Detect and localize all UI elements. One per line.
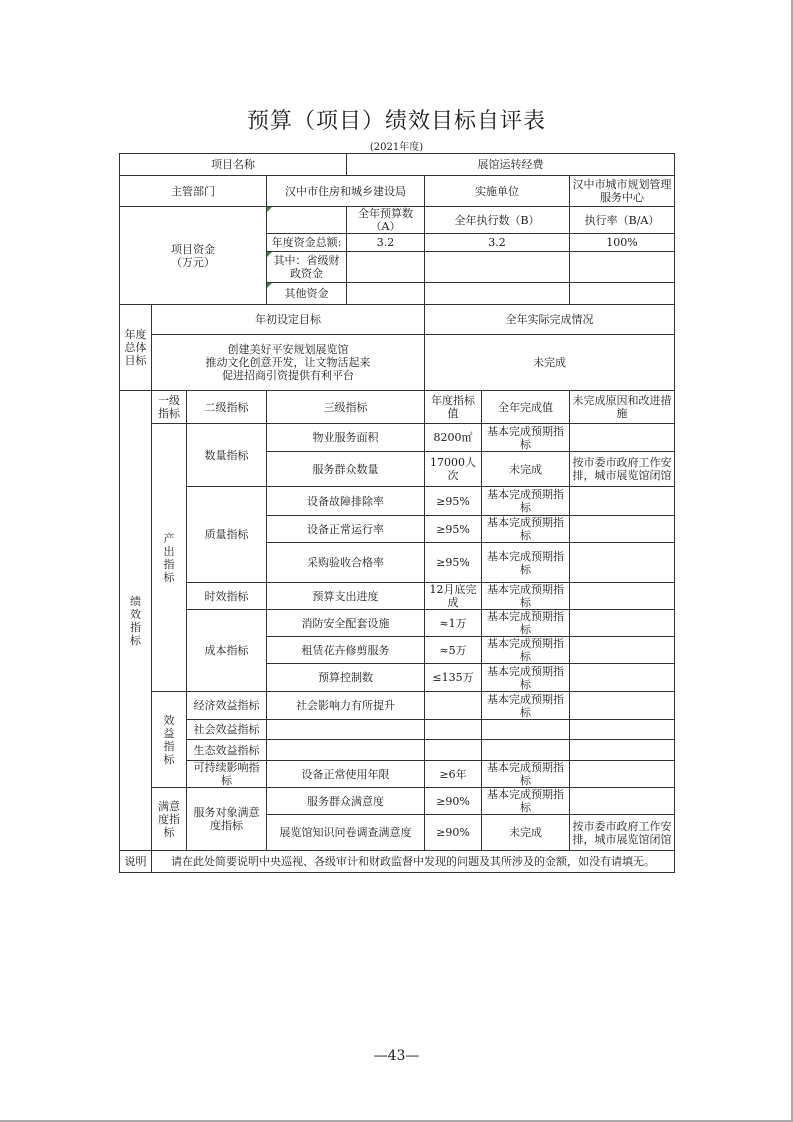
funds-blank-header [267,207,347,234]
indicator-name: 服务群众数量 [267,452,425,487]
other-budget [347,283,425,305]
indicator-target: ≈1万 [425,610,482,637]
funds-label [120,207,267,305]
note-text: 请在此处简要说明中央巡视、各级审计和财政监督中发现的问题及其所涉及的金额，如没有请填无。 [152,851,675,873]
econ-label: 经济效益指标 [187,692,267,720]
indicator-name: 展览馆知识问卷调查满意度 [267,815,425,851]
indicator-target [425,740,482,761]
goals-actual: 未完成 [425,335,675,391]
indicator-reason [570,583,675,610]
time-label: 时效指标 [187,583,267,610]
indicator-target: ≥6年 [425,761,482,788]
col-l3: 三级指标 [267,391,425,424]
funds-label-line2: （万元） [171,255,215,269]
indicator-actual: 基本完成预期指标 [482,583,570,610]
table-row [120,487,675,516]
note-label: 说明 [120,851,152,873]
indicator-target: ≥90% [425,815,482,851]
table-row [120,391,675,424]
indicator-actual: 基本完成预期指标 [482,543,570,583]
fiscal-year: (2021年度) [369,142,424,153]
indicator-actual: 基本完成预期指标 [482,637,570,664]
total-exec: 3.2 [425,234,570,252]
table-row [120,176,675,207]
total-budget: 3.2 [347,234,425,252]
project-name-label: 项目名称 [120,154,347,176]
quantity-label: 数量指标 [187,424,267,487]
indicator-actual: 基本完成预期指标 [482,664,570,692]
indicator-actual: 基本完成预期指标 [482,788,570,815]
indicator-name: 设备正常使用年限 [267,761,425,788]
page-title: 预算（项目）绩效目标自评表 [246,109,546,134]
output-label-text: 产出指标 [163,531,175,584]
provincial-exec [425,252,570,283]
indicator-target: ≈5万 [425,637,482,664]
table-row [120,851,675,873]
cost-label: 成本指标 [187,610,267,692]
indicator-reason [570,516,675,543]
indicator-name: 服务群众满意度 [267,788,425,815]
indicator-name: 设备故障排除率 [267,487,425,516]
indicator-actual: 基本完成预期指标 [482,610,570,637]
other-funds-label: 其他资金 [267,283,347,305]
indicator-reason [570,424,675,452]
total-rate: 100% [570,234,675,252]
indicator-name: 采购验收合格率 [267,543,425,583]
indicator-reason [570,761,675,788]
indicator-reason [570,692,675,720]
satisfaction-label: 满意度指标 [152,788,187,851]
quality-label: 质量指标 [187,487,267,583]
table-row [120,692,675,720]
col-budget: 全年预算数（A） [347,207,425,234]
goals-set-header: 年初设定目标 [152,305,425,335]
goals-label: 年度总体目标 [120,305,152,391]
indicator-reason [570,610,675,637]
goal-line: 促进招商引资提供有利平台 [222,369,354,382]
table-row [120,610,675,637]
indicator-target: ≥95% [425,487,482,516]
table-row [120,788,675,815]
indicator-name [267,740,425,761]
col-reason: 未完成原因和改进措施 [570,391,675,424]
indicator-actual: 基本完成预期指标 [482,487,570,516]
indicator-actual: 未完成 [482,452,570,487]
unit: 汉中市城市规划管理服务中心 [570,176,675,207]
table-row [120,424,675,452]
col-l1: 一级指标 [152,391,187,424]
table-row [120,207,675,234]
provincial-budget [347,252,425,283]
goal-line: 推动文化创意开发，让文物活起来 [205,356,371,369]
indicators-label [120,391,152,851]
table-row [120,740,675,761]
indicator-name: 设备正常运行率 [267,516,425,543]
other-exec [425,283,570,305]
indicator-reason [570,543,675,583]
indicator-reason [570,720,675,740]
dept: 汉中市住房和城乡建设局 [267,176,425,207]
sustain-label: 可持续影响指标 [187,761,267,788]
indicator-reason: 按市委市政府工作安排，城市展览馆闭馆 [570,815,675,851]
indicator-target [425,692,482,720]
table-row [120,335,675,391]
provincial-funds-label: 其中：省级财政资金 [267,252,347,283]
indicator-actual: 基本完成预期指标 [482,761,570,788]
indicator-reason [570,788,675,815]
indicator-target: ≤135万 [425,664,482,692]
unit-label: 实施单位 [425,176,570,207]
indicator-name: 物业服务面积 [267,424,425,452]
col-actual: 全年完成值 [482,391,570,424]
goals-set [152,335,425,391]
indicator-name: 租赁花卉修剪服务 [267,637,425,664]
indicator-target: 12月底完成 [425,583,482,610]
indicator-reason [570,487,675,516]
indicator-target: ≥95% [425,516,482,543]
goal-line: 创建美好平安规划展览馆 [227,343,349,356]
total-funds-label: 年度资金总额: [267,234,347,252]
dept-label: 主管部门 [120,176,267,207]
eco-label: 生态效益指标 [187,740,267,761]
indicator-name: 预算支出进度 [267,583,425,610]
table-row [120,154,675,176]
indicator-target: ≥90% [425,788,482,815]
indicators-label-text: 绩效指标 [130,594,141,647]
page-number: —43— [373,1048,420,1064]
table-row [120,305,675,335]
social-label: 社会效益指标 [187,720,267,740]
other-rate [570,283,675,305]
indicator-reason [570,664,675,692]
indicator-name: 消防安全配套设施 [267,610,425,637]
indicator-target: ≥95% [425,543,482,583]
goals-actual-header: 全年实际完成情况 [425,305,675,335]
indicator-target: 17000人次 [425,452,482,487]
indicator-name [267,720,425,740]
indicator-target [425,720,482,740]
benefit-label-text: 效益指标 [163,713,175,766]
performance-table [119,153,675,873]
indicator-reason [570,740,675,761]
indicator-name: 预算控制数 [267,664,425,692]
col-rate: 执行率（B/A） [570,207,675,234]
indicator-reason [570,637,675,664]
indicator-actual: 基本完成预期指标 [482,692,570,720]
col-exec: 全年执行数（B） [425,207,570,234]
service-label: 服务对象满意度指标 [187,788,267,851]
provincial-rate [570,252,675,283]
output-label [152,424,187,692]
indicator-name: 社会影响力有所提升 [267,692,425,720]
table-row [120,720,675,740]
col-target: 年度指标值 [425,391,482,424]
benefit-label [152,692,187,788]
indicator-actual: 基本完成预期指标 [482,424,570,452]
indicator-actual: 基本完成预期指标 [482,516,570,543]
indicator-actual [482,720,570,740]
table-row [120,761,675,788]
indicator-actual [482,740,570,761]
indicator-reason: 按市委市政府工作安排，城市展览馆闭馆 [570,452,675,487]
table-row [120,583,675,610]
project-name: 展馆运转经费 [347,154,675,176]
indicator-target: 8200㎡ [425,424,482,452]
col-l2: 二级指标 [187,391,267,424]
funds-label-line1: 项目资金 [171,242,215,256]
indicator-actual: 未完成 [482,815,570,851]
